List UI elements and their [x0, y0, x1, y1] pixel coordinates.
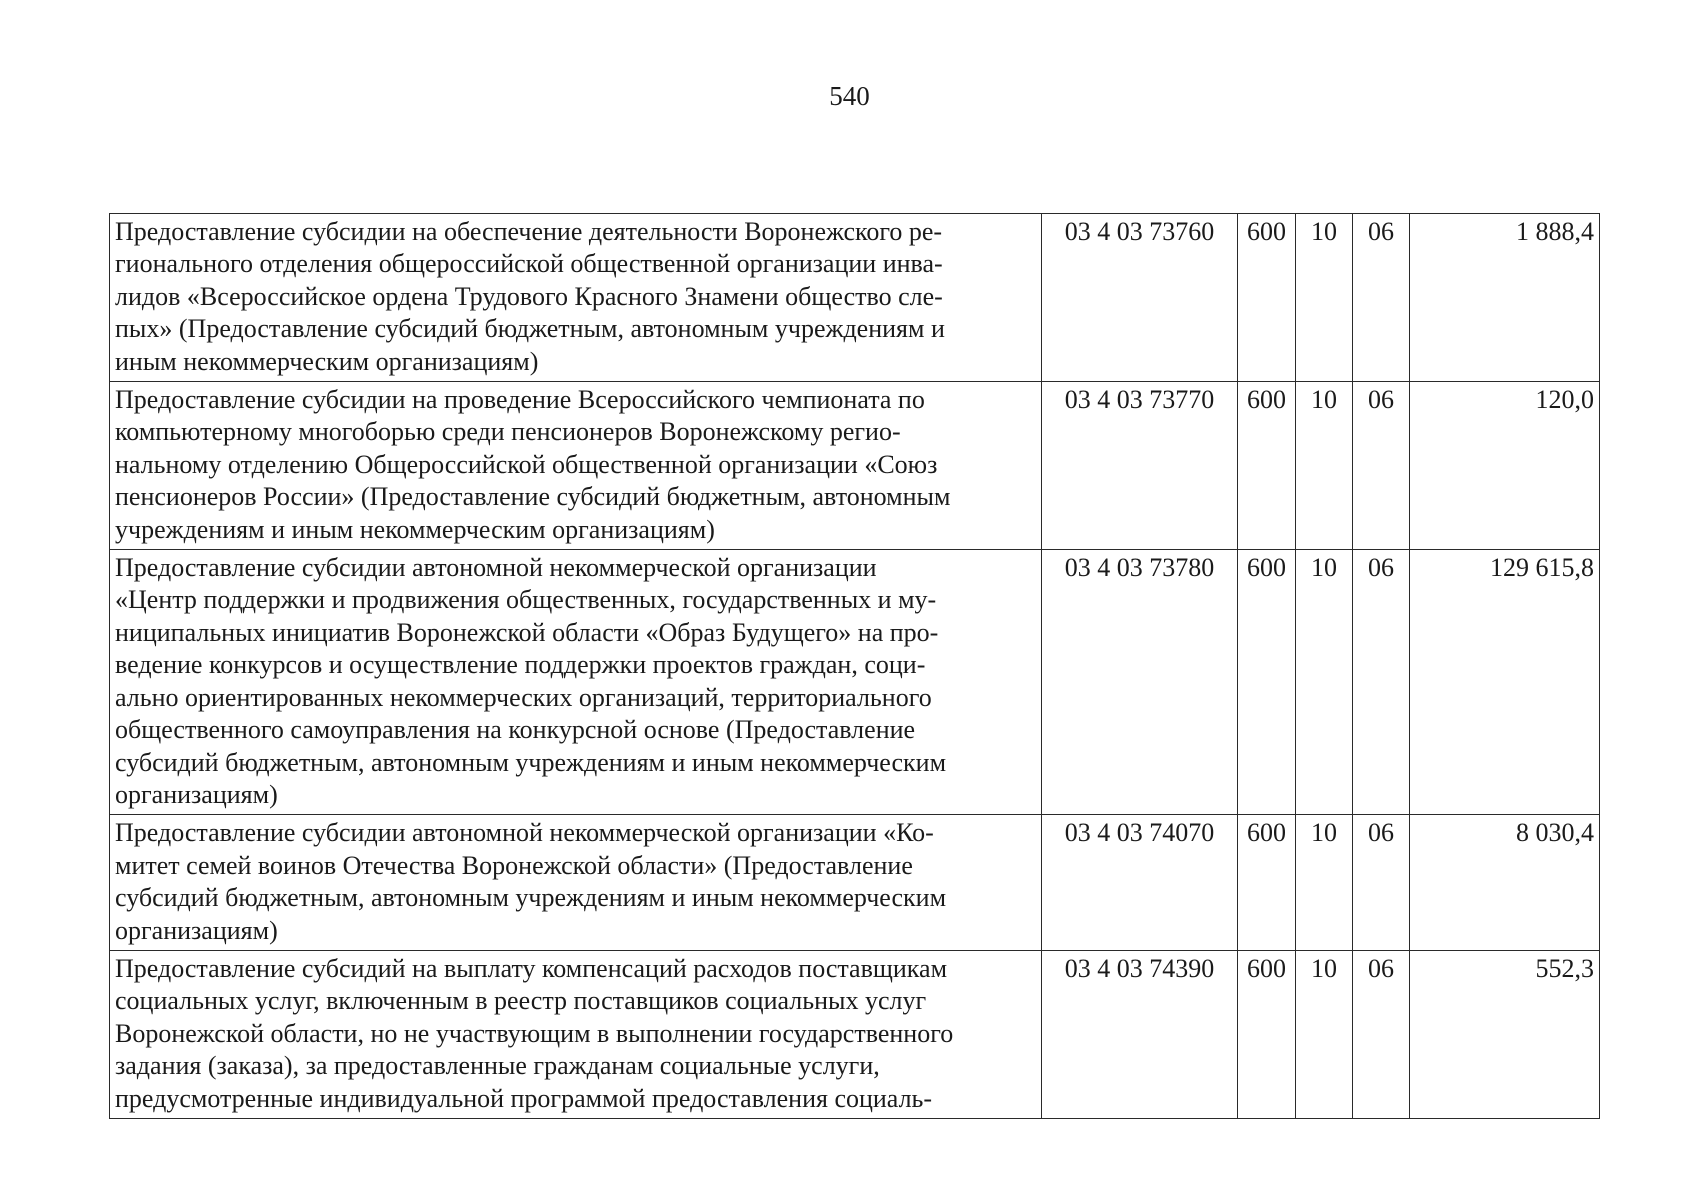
row-subsection: 06	[1353, 815, 1410, 951]
row-amount: 129 615,8	[1410, 550, 1600, 815]
row-description	[110, 214, 1042, 382]
row-section: 10	[1296, 382, 1353, 550]
table-row	[110, 382, 1600, 550]
description-line: Предоставление субсидии автономной некоммерческой организации «Ко-	[115, 818, 934, 848]
description-line: пенсионеров России» (Предоставление субсидий бюджетным, автономным	[115, 482, 951, 512]
description-line: митет семей воинов Отечества Воронежской области» (Предоставление	[115, 850, 913, 880]
row-subsection: 06	[1353, 550, 1410, 815]
description-line: субсидий бюджетным, автономным учреждениям и иным некоммерческим	[115, 747, 947, 777]
description-line: учреждениям и иным некоммерческим организациям)	[115, 514, 715, 544]
budget-table-body	[110, 214, 1600, 1119]
row-section: 10	[1296, 214, 1353, 382]
description-line: иным некоммерческим организациям)	[115, 346, 539, 376]
row-expense-type: 600	[1238, 214, 1296, 382]
row-description	[110, 382, 1042, 550]
description-line: ниципальных инициатив Воронежской области «Образ Будущего» на про-	[115, 617, 939, 647]
row-amount: 8 030,4	[1410, 815, 1600, 951]
row-target-code: 03 4 03 74390	[1042, 950, 1238, 1118]
row-expense-type: 600	[1238, 950, 1296, 1118]
row-target-code: 03 4 03 73770	[1042, 382, 1238, 550]
description-line: «Центр поддержки и продвижения общественных, государственных и му-	[115, 585, 937, 615]
description-line: предусмотренные индивидуальной программой предоставления социаль-	[115, 1083, 933, 1113]
row-subsection: 06	[1353, 382, 1410, 550]
row-section: 10	[1296, 950, 1353, 1118]
row-subsection: 06	[1353, 950, 1410, 1118]
row-section: 10	[1296, 815, 1353, 951]
row-amount: 120,0	[1410, 382, 1600, 550]
description-line: компьютерному многоборью среди пенсионеров Воронежскому регио-	[115, 417, 901, 447]
table-row	[110, 815, 1600, 951]
description-line: Предоставление субсидии на проведение Всероссийского чемпионата по	[115, 385, 925, 415]
row-amount: 1 888,4	[1410, 214, 1600, 382]
row-expense-type: 600	[1238, 382, 1296, 550]
description-line: Воронежской области, но не участвующим в выполнении государственного	[115, 1018, 954, 1048]
description-line: организациям)	[115, 915, 278, 945]
table-row	[110, 950, 1600, 1118]
row-section: 10	[1296, 550, 1353, 815]
table-row	[110, 214, 1600, 382]
row-description	[110, 950, 1042, 1118]
description-line: социальных услуг, включенным в реестр поставщиков социальных услуг	[115, 986, 927, 1016]
description-line: ведение конкурсов и осуществление поддержки проектов граждан, соци-	[115, 650, 926, 680]
table-row	[110, 550, 1600, 815]
row-description	[110, 550, 1042, 815]
budget-table	[109, 213, 1600, 1119]
description-line: общественного самоуправления на конкурсной основе (Предоставление	[115, 715, 916, 745]
row-target-code: 03 4 03 73760	[1042, 214, 1238, 382]
description-line: Предоставление субсидии на обеспечение деятельности Воронежского ре-	[115, 217, 943, 246]
row-subsection: 06	[1353, 214, 1410, 382]
description-line: гионального отделения общероссийской общественной организации инва-	[115, 249, 943, 279]
description-line: ально ориентированных некоммерческих организаций, территориального	[115, 682, 932, 712]
description-line: лидов «Всероссийское ордена Трудового Красного Знамени общество сле-	[115, 281, 943, 311]
description-line: Предоставление субсидий на выплату компенсаций расходов поставщикам	[115, 953, 948, 983]
row-expense-type: 600	[1238, 550, 1296, 815]
row-expense-type: 600	[1238, 815, 1296, 951]
description-line: пых» (Предоставление субсидий бюджетным, автономным учреждениям и	[115, 314, 945, 344]
description-line: нальному отделению Общероссийской общественной организации «Союз	[115, 449, 938, 479]
row-target-code: 03 4 03 74070	[1042, 815, 1238, 951]
description-line: задания (заказа), за предоставленные гражданам социальные услуги,	[115, 1051, 880, 1081]
row-description	[110, 815, 1042, 951]
description-line: Предоставление субсидии автономной некоммерческой организации	[115, 553, 877, 583]
page-number: 540	[829, 81, 870, 111]
row-target-code: 03 4 03 73780	[1042, 550, 1238, 815]
description-line: субсидий бюджетным, автономным учреждениям и иным некоммерческим	[115, 883, 947, 913]
description-line: организациям)	[115, 779, 278, 809]
row-amount: 552,3	[1410, 950, 1600, 1118]
